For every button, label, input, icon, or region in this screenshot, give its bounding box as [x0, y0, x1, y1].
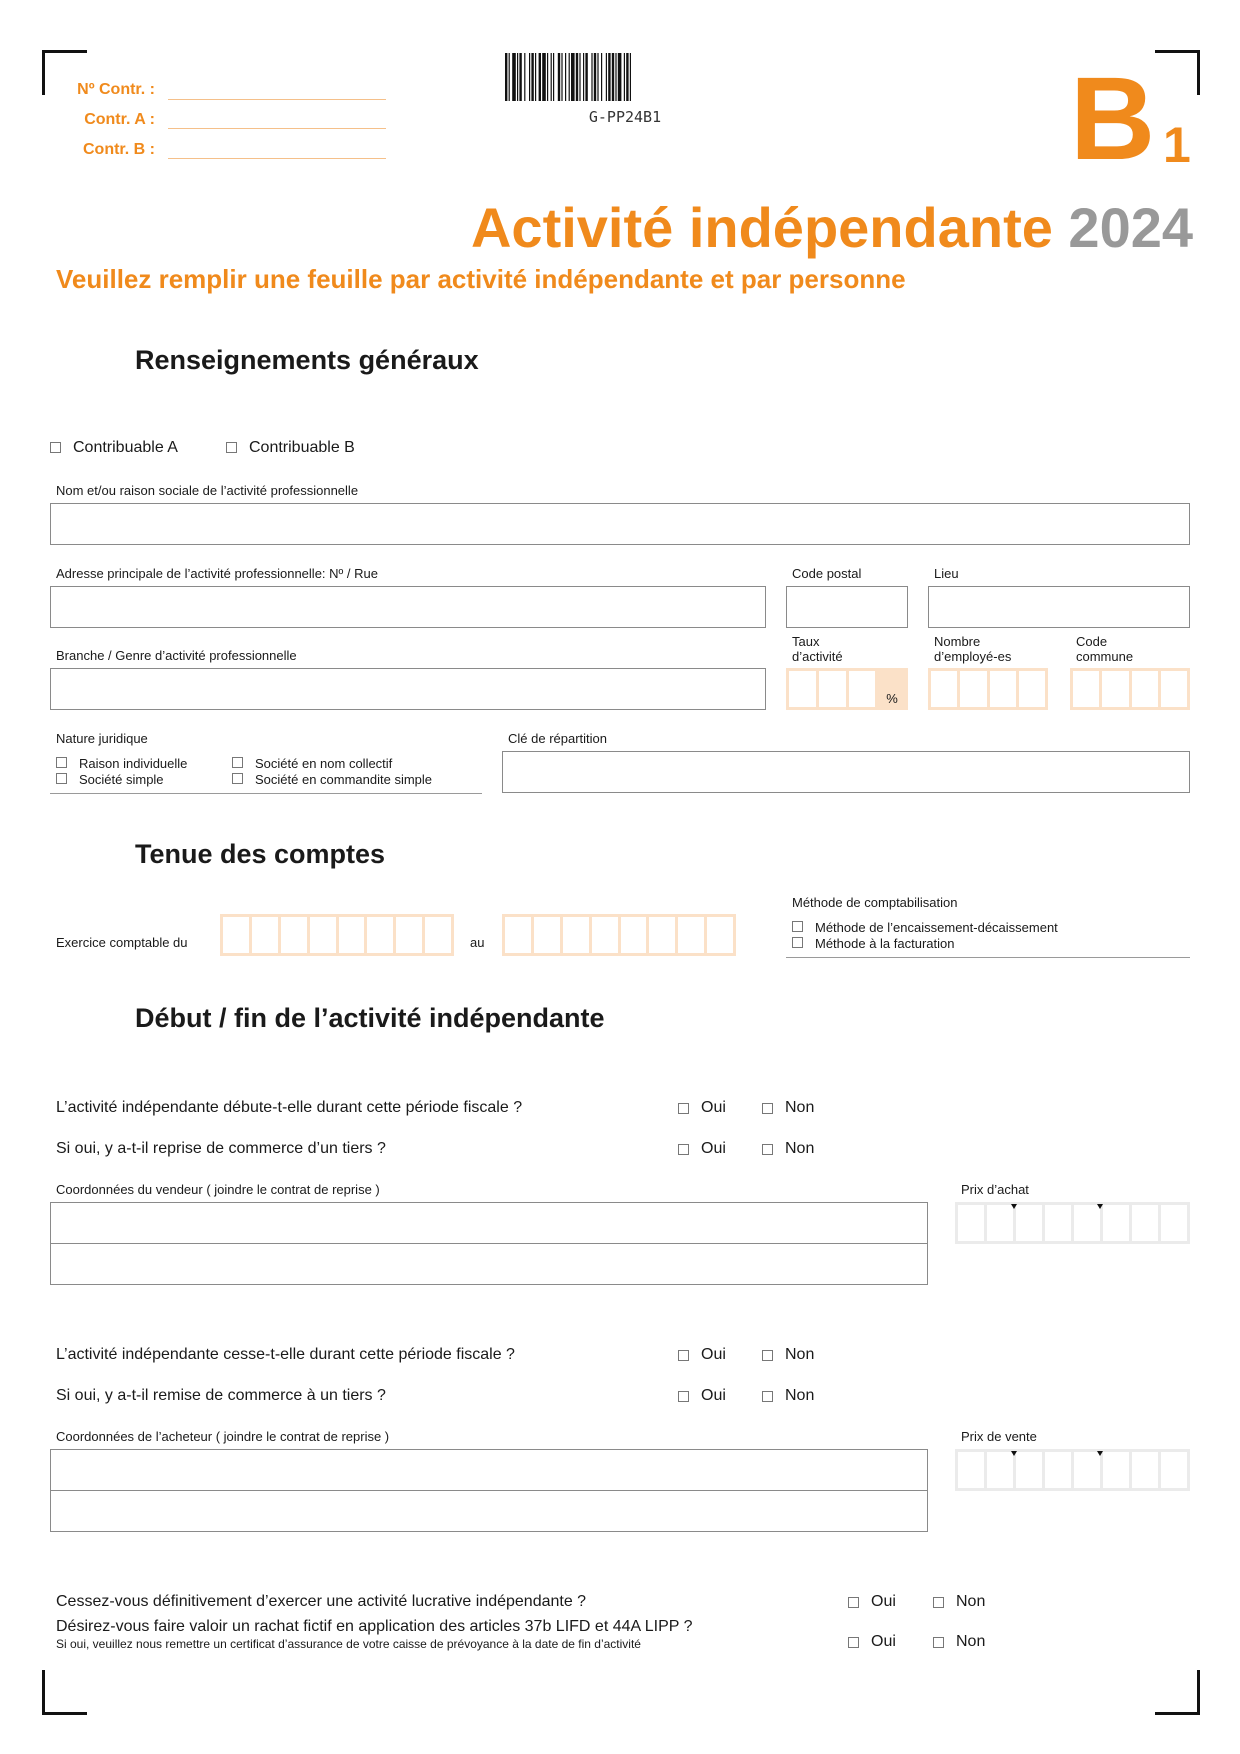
- nom-input[interactable]: [50, 503, 1190, 545]
- taux-unit: %: [886, 691, 898, 706]
- nature-nom-collectif-label: Société en nom collectif: [255, 756, 393, 771]
- acheteur-label: Coordonnées de l’acheteur ( joindre le contrat de reprise ): [56, 1429, 390, 1444]
- contr-no-field[interactable]: [168, 99, 386, 100]
- section-heading-general: Renseignements généraux: [135, 345, 479, 375]
- prix-achat-label: Prix d’achat: [961, 1182, 1029, 1197]
- exercice-label: Exercice comptable du: [56, 935, 188, 950]
- title-text: Activité indépendante: [470, 196, 1053, 259]
- question-rachat-non-checkbox[interactable]: [933, 1637, 944, 1648]
- barcode: [505, 53, 745, 101]
- page-title: [300, 196, 1193, 260]
- methode-underline: [786, 957, 1190, 958]
- commune-label: Code commune: [1076, 634, 1134, 664]
- question-debut-oui-checkbox[interactable]: [678, 1103, 689, 1114]
- prix-vente-separator-2: [1097, 1451, 1103, 1456]
- exercice-au-input[interactable]: [502, 914, 736, 956]
- question-rachat-non-label: Non: [956, 1633, 986, 1650]
- corner-mark-bottom-left: [42, 1670, 87, 1715]
- branche-label: Branche / Genre d’activité professionnelle: [56, 648, 297, 663]
- question-debut: L’activité indépendante débute-t-elle durant cette période fiscale ?: [56, 1099, 523, 1116]
- corner-mark-bottom-right: [1155, 1670, 1200, 1715]
- form-number: 1: [1163, 117, 1191, 173]
- section-heading-comptes: Tenue des comptes: [135, 839, 386, 869]
- nature-commandite-label: Société en commandite simple: [255, 772, 433, 787]
- question-cessation-oui-label: Oui: [871, 1593, 896, 1610]
- vendeur-input-line-1[interactable]: [50, 1202, 928, 1244]
- nature-nom-collectif-checkbox[interactable]: [232, 757, 243, 768]
- question-reprise: Si oui, y a-t-il reprise de commerce d’un tiers ?: [56, 1140, 386, 1157]
- prix-vente-separator-1: [1011, 1451, 1017, 1456]
- question-rachat-oui-checkbox[interactable]: [848, 1637, 859, 1648]
- methode-encaissement-label: Méthode de l’encaissement-décaissement: [815, 920, 1058, 935]
- nature-underline: [50, 793, 482, 794]
- contr-a-field[interactable]: [168, 128, 386, 129]
- prix-vente-input[interactable]: [955, 1449, 1190, 1491]
- question-cesse: L’activité indépendante cesse-t-elle durant cette période fiscale ?: [56, 1346, 515, 1363]
- question-cesse-oui-checkbox[interactable]: [678, 1350, 689, 1361]
- question-cesse-non-checkbox[interactable]: [762, 1350, 773, 1361]
- adresse-input[interactable]: [50, 586, 766, 628]
- question-cessation-definitive: Cessez-vous définitivement d’exercer une activité lucrative indépendante ?: [56, 1593, 587, 1610]
- lieu-label: Lieu: [934, 566, 959, 581]
- nature-raison-individuelle-label: Raison individuelle: [79, 756, 188, 771]
- methode-label: Méthode de comptabilisation: [792, 895, 958, 910]
- branche-input[interactable]: [50, 668, 766, 710]
- question-remise: Si oui, y a-t-il remise de commerce à un tiers ?: [56, 1387, 386, 1404]
- taux-input[interactable]: [786, 668, 908, 710]
- question-cessation-non-label: Non: [956, 1593, 986, 1610]
- contr-b-field[interactable]: [168, 158, 386, 159]
- acheteur-input-line-1[interactable]: [50, 1449, 928, 1491]
- question-cesse-oui-label: Oui: [701, 1346, 726, 1363]
- vendeur-label: Coordonnées du vendeur ( joindre le contrat de reprise ): [56, 1182, 380, 1197]
- commune-input[interactable]: [1070, 668, 1190, 710]
- nature-commandite-checkbox[interactable]: [232, 773, 243, 784]
- employes-input[interactable]: [928, 668, 1048, 710]
- contribuable-a-label: Contribuable A: [73, 439, 178, 456]
- question-cessation-non-checkbox[interactable]: [933, 1597, 944, 1608]
- barcode-text: G-PP24B1: [588, 108, 662, 126]
- contr-b-label: Contr. B :: [83, 141, 155, 158]
- methode-facturation-checkbox[interactable]: [792, 937, 803, 948]
- nature-societe-simple-label: Société simple: [79, 772, 164, 787]
- question-reprise-oui-label: Oui: [701, 1140, 726, 1157]
- nature-societe-simple-checkbox[interactable]: [56, 773, 67, 784]
- cle-input[interactable]: [502, 751, 1190, 793]
- au-label: au: [470, 935, 485, 950]
- question-rachat-oui-label: Oui: [871, 1633, 896, 1650]
- taux-label: Taux d’activité: [792, 634, 843, 664]
- contr-a-label: Contr. A :: [84, 111, 155, 128]
- code-postal-input[interactable]: [786, 586, 908, 628]
- exercice-du-input[interactable]: [220, 914, 454, 956]
- nature-raison-individuelle-checkbox[interactable]: [56, 757, 67, 768]
- question-debut-oui-label: Oui: [701, 1099, 726, 1116]
- adresse-label: Adresse principale de l’activité professionnelle: Nº / Rue: [56, 566, 378, 581]
- question-debut-non-checkbox[interactable]: [762, 1103, 773, 1114]
- nature-label: Nature juridique: [56, 731, 148, 746]
- prix-vente-label: Prix de vente: [961, 1429, 1037, 1444]
- methode-encaissement-checkbox[interactable]: [792, 921, 803, 932]
- prix-achat-separator-2: [1097, 1204, 1103, 1209]
- question-rachat-fictif: Désirez-vous faire valoir un rachat fictif en application des articles 37b LIFD et 44A LIPP ?: [56, 1618, 693, 1635]
- cle-label: Clé de répartition: [508, 731, 607, 746]
- question-cesse-non-label: Non: [785, 1346, 815, 1363]
- question-remise-non-label: Non: [785, 1387, 815, 1404]
- section-heading-debut-fin: Début / fin de l’activité indépendante: [135, 1003, 605, 1033]
- prix-achat-separator-1: [1011, 1204, 1017, 1209]
- question-cessation-oui-checkbox[interactable]: [848, 1597, 859, 1608]
- page-subtitle: Veuillez remplir une feuille par activité indépendante et par personne: [56, 264, 906, 294]
- corner-mark-top-right: [1155, 50, 1200, 95]
- nom-label: Nom et/ou raison sociale de l’activité professionnelle: [56, 483, 359, 498]
- acheteur-input-line-2[interactable]: [50, 1490, 928, 1532]
- prix-achat-input[interactable]: [955, 1202, 1190, 1244]
- question-reprise-oui-checkbox[interactable]: [678, 1144, 689, 1155]
- question-remise-oui-label: Oui: [701, 1387, 726, 1404]
- question-remise-oui-checkbox[interactable]: [678, 1391, 689, 1402]
- contribuable-a-checkbox[interactable]: [50, 442, 61, 453]
- question-rachat-note: Si oui, veuillez nous remettre un certificat d’assurance de votre caisse de prévoyance à la date de fin d’activité: [56, 1637, 641, 1651]
- title-year: 2024: [1068, 196, 1193, 259]
- lieu-input[interactable]: [928, 586, 1190, 628]
- form-letter: B: [1070, 53, 1156, 185]
- question-reprise-non-checkbox[interactable]: [762, 1144, 773, 1155]
- question-remise-non-checkbox[interactable]: [762, 1391, 773, 1402]
- question-debut-non-label: Non: [785, 1099, 815, 1116]
- question-reprise-non-label: Non: [785, 1140, 815, 1157]
- contribuable-b-label: Contribuable B: [249, 439, 355, 456]
- vendeur-input-line-2[interactable]: [50, 1243, 928, 1285]
- methode-facturation-label: Méthode à la facturation: [815, 936, 955, 951]
- contribuable-b-checkbox[interactable]: [226, 442, 237, 453]
- contr-no-label: Nº Contr. :: [77, 81, 155, 98]
- code-postal-label: Code postal: [792, 566, 862, 581]
- employes-label: Nombre d’employé-es: [934, 634, 1012, 664]
